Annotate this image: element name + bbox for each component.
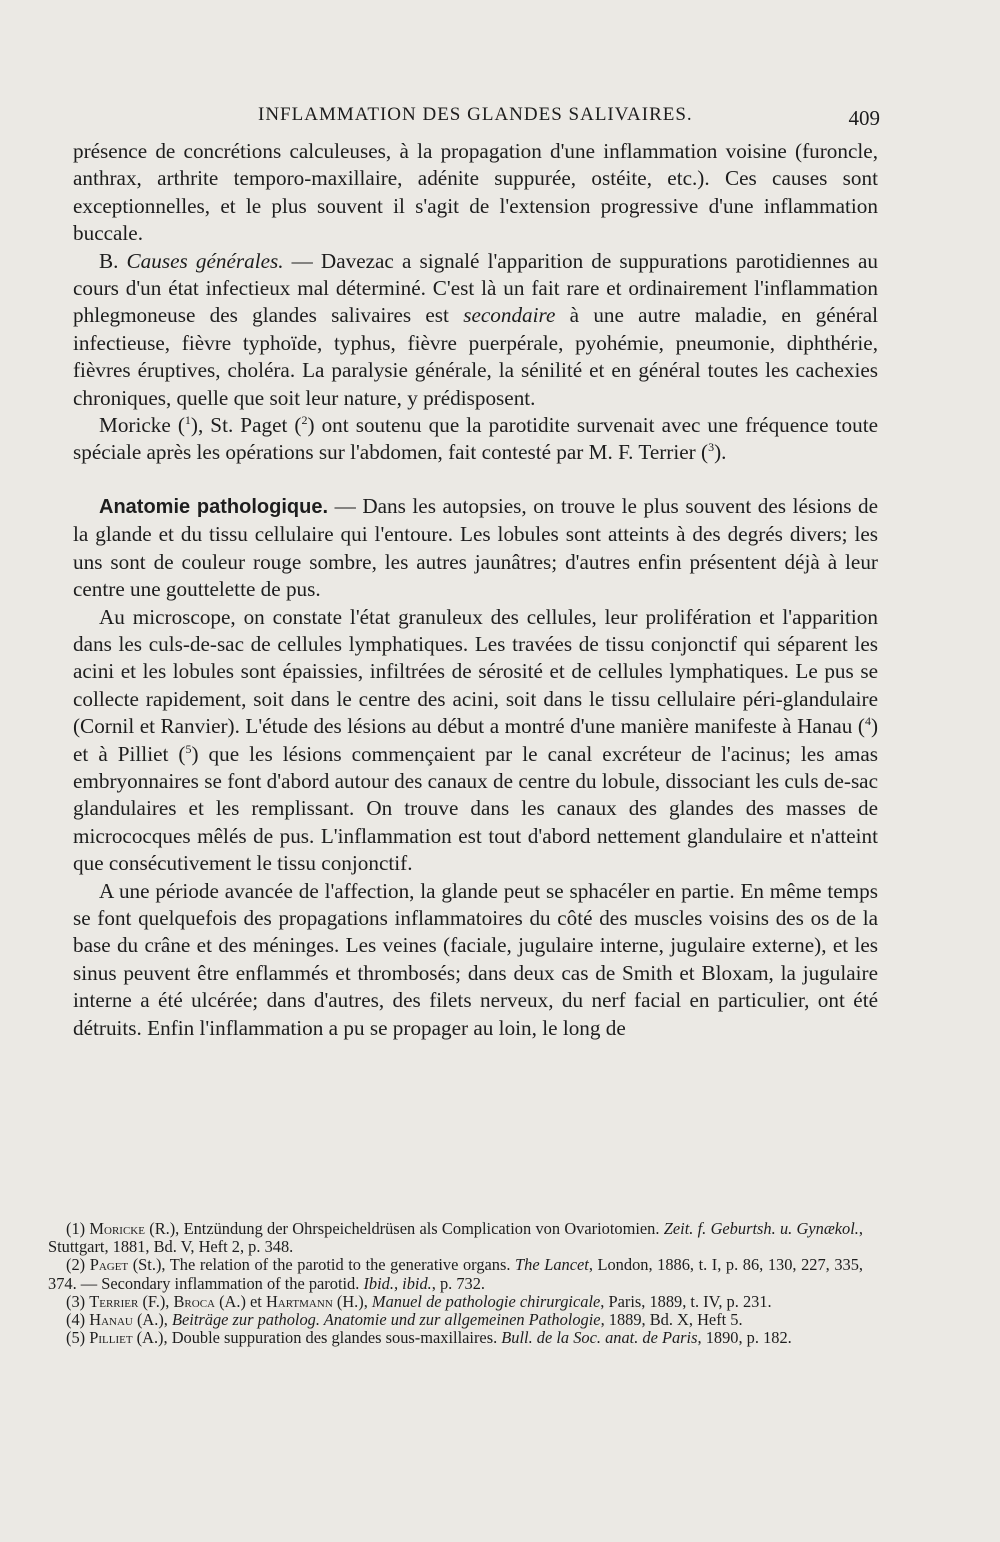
footnote-mark: (1)	[66, 1219, 86, 1238]
paragraph-periode-avancee: A une période avancée de l'affection, la glande peut se sphacéler en partie. En même temps se font quelquefois des propagations inflammatoires du côté des muscles voisins des os de la base du crâne et des méninges. Les veines (faciale, jugulaire interne, jugulaire externe), et les sinus peuvent être enflammés et thrombosés; dans deux cas de Smith et Bloxam, la jugulaire interne a été ulcérée; dans d'autres, des filets nerveux, du nerf facial en particulier, ont été détruits. Enfin l'inflammation a pu se propager au loin, le long de	[73, 878, 878, 1040]
footnote-journal: Zeit. f. Geburtsh. u. Gynækol.	[663, 1219, 859, 1238]
subsection-title: Causes générales.	[126, 248, 284, 273]
footnotes	[48, 1220, 863, 1347]
footnote-reference: 5	[185, 741, 192, 756]
footnote-mark: (4)	[66, 1310, 86, 1330]
footnote-mark: (3)	[66, 1291, 86, 1311]
paragraph-text: Moricke (	[99, 413, 185, 438]
footnote-journal: Ibid., ibid.	[363, 1273, 432, 1293]
footnote-author: Broca	[173, 1291, 215, 1311]
paragraph-moricke-paget	[73, 412, 878, 467]
paragraph-text: ) et à Pilliet (	[73, 714, 878, 766]
footnote-text: , Paris, 1889, t. IV, p. 231.	[600, 1291, 772, 1311]
footnote-text: (R.), Entzündung der Ohrspeicheldrüsen als Complication von Ovariotomien.	[144, 1219, 664, 1238]
paragraph-text: ), St. Paget (	[190, 413, 302, 438]
body-text	[73, 138, 878, 1042]
paragraph-microscope	[73, 604, 878, 878]
footnote-mark: (2)	[66, 1255, 86, 1275]
footnote-mark: (5)	[66, 1328, 86, 1348]
footnote-journal: Manuel de pathologie chirurgicale	[371, 1291, 601, 1311]
page-number: 409	[848, 106, 880, 130]
paragraph-text: Au microscope, on constate l'état granuleux des cellules, leur prolifération et l'apparition dans les culs-de-sac de cellules lymphatiques. Les travées de tissu conjonctif qui séparent les acini et les lobules sont épaissies, infiltrées de sérosité et de cellules lymphatiques. Le pus se collecte rapidement, soit dans le centre des acini, soit dans le tissu cellulaire péri-glandulaire (Cornil et Ranvier). L'étude des lésions au début a montré d'une manière manifeste à Hanau (	[73, 604, 878, 739]
paragraph-text: à une autre maladie, en général infectieuse, fièvre typhoïde, typhus, fièvre puerpérale, pyohémie, pneumonie, diphthérie, fièvres éruptives, choléra. La paralysie générale, la sénilité et en général toutes les cachexies chroniques, quelle que soit leur nature, y prédisposent.	[73, 303, 878, 410]
footnote-5	[48, 1329, 863, 1347]
footnote-author: Terrier	[89, 1291, 139, 1311]
footnote-text: (A.) et	[214, 1291, 266, 1311]
paragraph-causes-generales	[73, 248, 878, 412]
footnote-text: , London, 1886, t. I, p. 86, 130, 227, 335, 374. — Secondary inflammation of the parotid.	[48, 1255, 864, 1293]
paragraph-anatomie	[73, 493, 878, 604]
emphasis-text: secondaire	[463, 303, 556, 328]
footnote-text: (St.), The relation of the parotid to the generative organs.	[128, 1255, 516, 1275]
paragraph-causes-locales-end: présence de concrétions calculeuses, à la propagation d'une inflammation voisine (furoncle, anthrax, arthrite temporo-maxillaire, adénite suppurée, ostéite, etc.). Ces causes sont exceptionnelles, et le plus souvent il s'agit de l'extension progressive d'une inflammation buccale.	[73, 139, 878, 246]
footnote-author: Hartmann	[265, 1291, 333, 1311]
footnote-journal: Bull. de la Soc. anat. de Paris	[501, 1328, 698, 1348]
section-heading: Anatomie pathologique.	[99, 495, 329, 518]
footnote-1	[48, 1220, 863, 1256]
subsection-letter: B.	[99, 248, 119, 273]
footnote-author: Paget	[89, 1255, 129, 1275]
footnote-text: , Stuttgart, 1881, Bd. V, Heft 2, p. 348.	[48, 1219, 864, 1257]
footnote-journal: Beiträge zur patholog. Anatomie und zur allgemeinen Pathologie	[172, 1310, 601, 1330]
footnote-text: (H.),	[332, 1291, 372, 1311]
footnote-2	[48, 1256, 863, 1292]
footnote-text: (F.),	[138, 1291, 174, 1311]
footnote-journal: The Lancet	[515, 1255, 589, 1275]
footnote-text: , 1889, Bd. X, Heft 5.	[600, 1310, 743, 1330]
footnote-author: Moricke	[89, 1219, 145, 1238]
footnote-reference: 4	[864, 714, 871, 729]
paragraph-text: — Davezac a signalé l'apparition de suppurations parotidiennes au cours d'un état infectieux mal déterminé. C'est là un fait rare et ordinairement l'inflammation phlegmoneuse des glandes salivaires est	[73, 248, 878, 328]
running-title: INFLAMMATION DES GLANDES SALIVAIRES.	[258, 104, 693, 125]
paragraph-text: ) que les lésions commençaient par le canal excréteur de l'acinus; les amas embryonnaires se font d'abord autour des canaux de centre du lobule, dissociant les culs de-sac glandulaires et les remplissant. On trouve dans les canaux des glandes des masses de micrococques mêlés de pus. L'inflammation est tout d'abord nettement glandulaire et n'atteint que consécutivement le tissu conjonctif.	[73, 741, 879, 876]
footnote-3	[48, 1293, 863, 1311]
footnote-text: , 1890, p. 182.	[697, 1328, 792, 1348]
footnote-reference: 2	[301, 413, 308, 427]
paragraph-text: ).	[714, 440, 727, 465]
running-head	[75, 104, 880, 134]
footnote-author: Pilliet	[89, 1328, 133, 1348]
footnote-author: Hanau	[89, 1310, 133, 1330]
footnote-text: (A.),	[132, 1310, 173, 1330]
paragraph-text: ) ont soutenu que la parotidite survenait avec une fréquence toute spéciale après les opérations sur l'abdomen, fait contesté par M. F. Terrier (	[73, 413, 878, 465]
footnote-4	[48, 1311, 863, 1329]
paragraph-text: — Dans les autopsies, on trouve le plus souvent des lésions de la glande et du tissu cellulaire qui l'entoure. Les lobules sont atteints à des degrés divers; les uns sont de couleur rouge sombre, les autres jaunâtres; d'autres enfin présentent déjà à leur centre une gouttelette de pus.	[73, 493, 878, 602]
footnote-reference: 3	[708, 440, 715, 455]
footnote-text: , p. 732.	[431, 1273, 486, 1293]
footnote-text: (A.), Double suppuration des glandes sous-maxillaires.	[132, 1328, 502, 1348]
footnote-reference: 1	[184, 413, 191, 427]
